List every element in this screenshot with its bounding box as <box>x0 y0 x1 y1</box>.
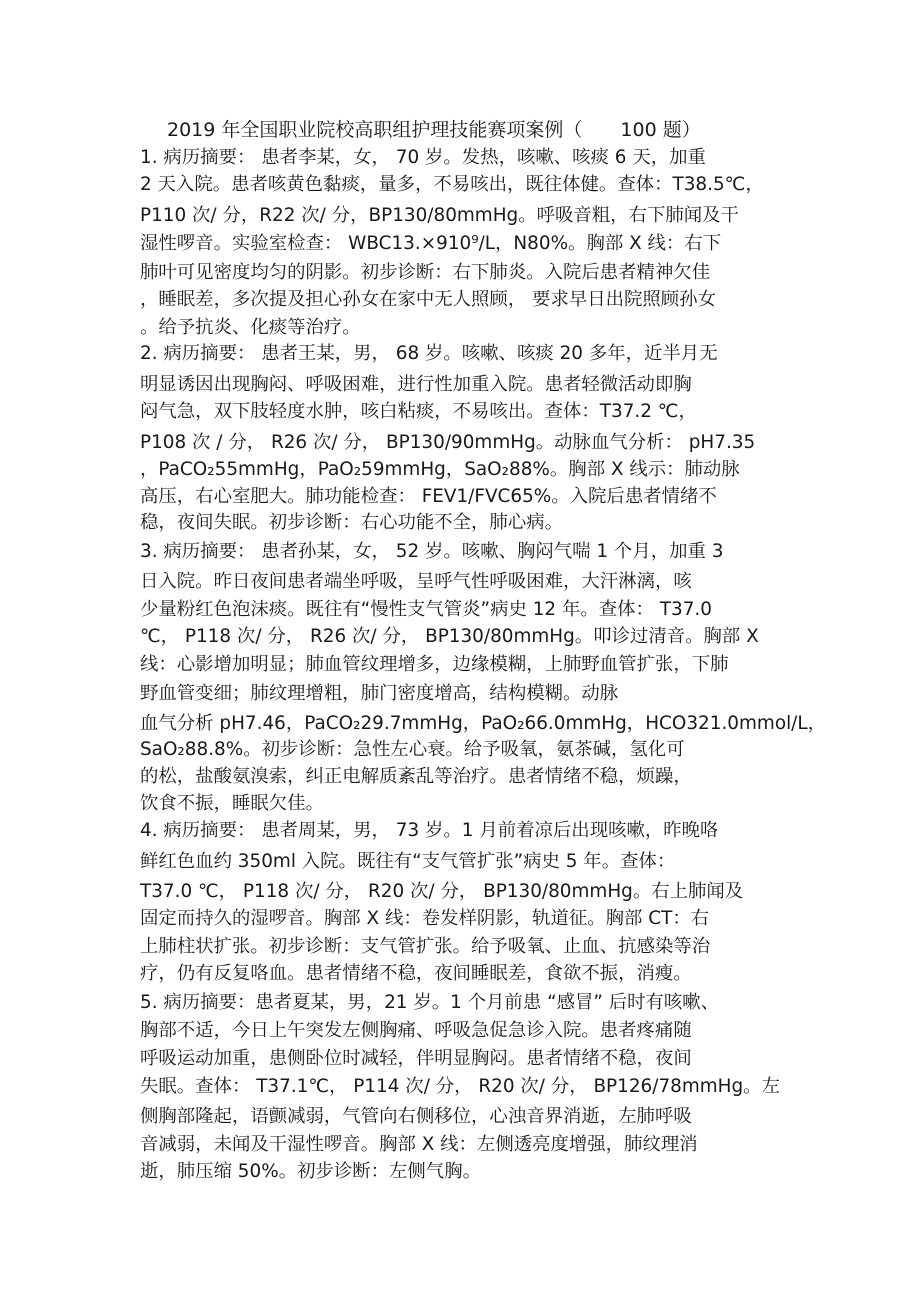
text-line: 1. 病历摘要： 患者李某，女， 70 岁。发热，咳嗽、咳痰 6 天，加重 <box>140 147 706 168</box>
text-line: 胸部不适，今日上午突发左侧胸痛、呼吸急促急诊入院。患者疼痛随 <box>140 1020 692 1041</box>
text-line: 音减弱，未闻及干湿性啰音。胸部 X 线：左侧透亮度增强，肺纹理消 <box>140 1134 698 1155</box>
text-line: ，睡眠差，多次提及担心孙女在家中无人照顾， 要求早日出院照顾孙女 <box>140 289 716 310</box>
document-title: 2019 年全国职业院校高职组护理技能赛项案例（ 100 题） <box>167 119 701 141</box>
text-line: 稳，夜间失眠。初步诊断：右心功能不全，肺心病。 <box>140 512 563 533</box>
text-line: 鲜红色血约 350ml 入院。既往有“支气管扩张”病史 5 年。查体： <box>140 851 676 872</box>
text-line: 疗，仍有反复咯血。患者情绪不稳，夜间睡眠差，食欲不振，消瘦。 <box>140 963 692 984</box>
text-line: 逝，肺压缩 50%。初步诊断：左侧气胸。 <box>140 1161 481 1182</box>
text-line: 少量粉红色泡沫痰。既往有“慢性支气管炎”病史 12 年。查体： T37.0 <box>140 599 712 620</box>
text-line: 4. 病历摘要： 患者周某，男， 73 岁。1 月前着凉后出现咳嗽，昨晚咯 <box>140 820 719 841</box>
text-line: 上肺柱状扩张。初步诊断：支气管扩张。给予吸氧、止血、抗感染等治 <box>140 936 711 957</box>
text-line: 失眠。查体： T37.1℃， P114 次/ 分， R20 次/ 分， BP126/78mmHg。左 <box>140 1076 780 1097</box>
text-line: T37.0 ℃， P118 次/ 分， R20 次/ 分， BP130/80mmHg。右上肺闻及 <box>140 881 744 902</box>
text-line: 湿性啰音。实验室检查： WBC13.×910⁹/L，N80%。胸部 X 线：右下 <box>140 233 722 254</box>
text-line: 肺叶可见密度均匀的阴影。初步诊断：右下肺炎。入院后患者精神欠佳 <box>140 262 711 283</box>
text-line: 日入院。昨日夜间患者端坐呼吸，呈呼气性呼吸困难，大汗淋漓，咳 <box>140 571 692 592</box>
text-line: 2 天入院。患者咳黄色黏痰，量多，不易咳出，既往体健。查体：T38.5℃， <box>140 174 764 195</box>
text-line: 呼吸运动加重，患侧卧位时减轻，伴明显胸闷。患者情绪不稳，夜间 <box>140 1048 692 1069</box>
text-line: 固定而持久的湿啰音。胸部 X 线：卷发样阴影，轨道征。胸部 CT：右 <box>140 908 710 929</box>
text-line: 3. 病历摘要： 患者孙某，女， 52 岁。咳嗽、胸闷气喘 1 个月，加重 3 <box>140 541 724 562</box>
text-line: 5. 病历摘要：患者夏某，男，21 岁。1 个月前患 “感冒” 后时有咳嗽、 <box>140 992 720 1013</box>
text-line: 侧胸部隆起，语颤减弱，气管向右侧移位，心浊音界消逝，左肺呼吸 <box>140 1106 692 1127</box>
text-line: 血气分析 pH7.46，PaCO₂29.7mmHg，PaO₂66.0mmHg，HCO321.0mmol/L， <box>140 713 827 734</box>
text-line: 2. 病历摘要： 患者王某，男， 68 岁。咳嗽、咳痰 20 多年，近半月无 <box>140 343 718 364</box>
text-line: ，PaCO₂55mmHg，PaO₂59mmHg，SaO₂88%。胸部 X 线示：肺动脉 <box>140 459 740 480</box>
text-line: 的松，盐酸氨溴索，纠正电解质紊乱等治疗。患者情绪不稳，烦躁， <box>140 766 692 787</box>
text-line: 闷气急，双下肢轻度水肿，咳白粘痰，不易咳出。查体：T37.2 ℃， <box>140 401 697 422</box>
text-line: ℃， P118 次/ 分， R26 次/ 分， BP130/80mmHg。叩诊过清音。胸部 X <box>140 626 759 647</box>
text-line: 野血管变细；肺纹理增粗，肺门密度增高，结构模糊。动脉 <box>140 683 619 704</box>
text-line: P110 次/ 分，R22 次/ 分，BP130/80mmHg。呼吸音粗，右下肺闻及干 <box>140 205 739 226</box>
text-line: P108 次 / 分， R26 次/ 分， BP130/90mmHg。动脉血气分析： pH7.35 <box>140 432 756 453</box>
text-line: 线：心影增加明显；肺血管纹理增多，边缘模糊，上肺野血管扩张，下肺 <box>140 654 729 675</box>
text-line: 。给予抗炎、化痰等治疗。 <box>140 317 361 338</box>
text-line: 高压，右心室肥大。肺功能检查： FEV1/FVC65%。入院后患者情绪不 <box>140 486 717 507</box>
text-line: 明显诱因出现胸闷、呼吸困难，进行性加重入院。患者轻微活动即胸 <box>140 374 692 395</box>
text-line: 饮食不振，睡眠欠佳。 <box>140 793 324 814</box>
text-line: SaO₂88.8%。初步诊断：急性左心衰。给予吸氧，氨茶碱，氢化可 <box>140 739 685 760</box>
